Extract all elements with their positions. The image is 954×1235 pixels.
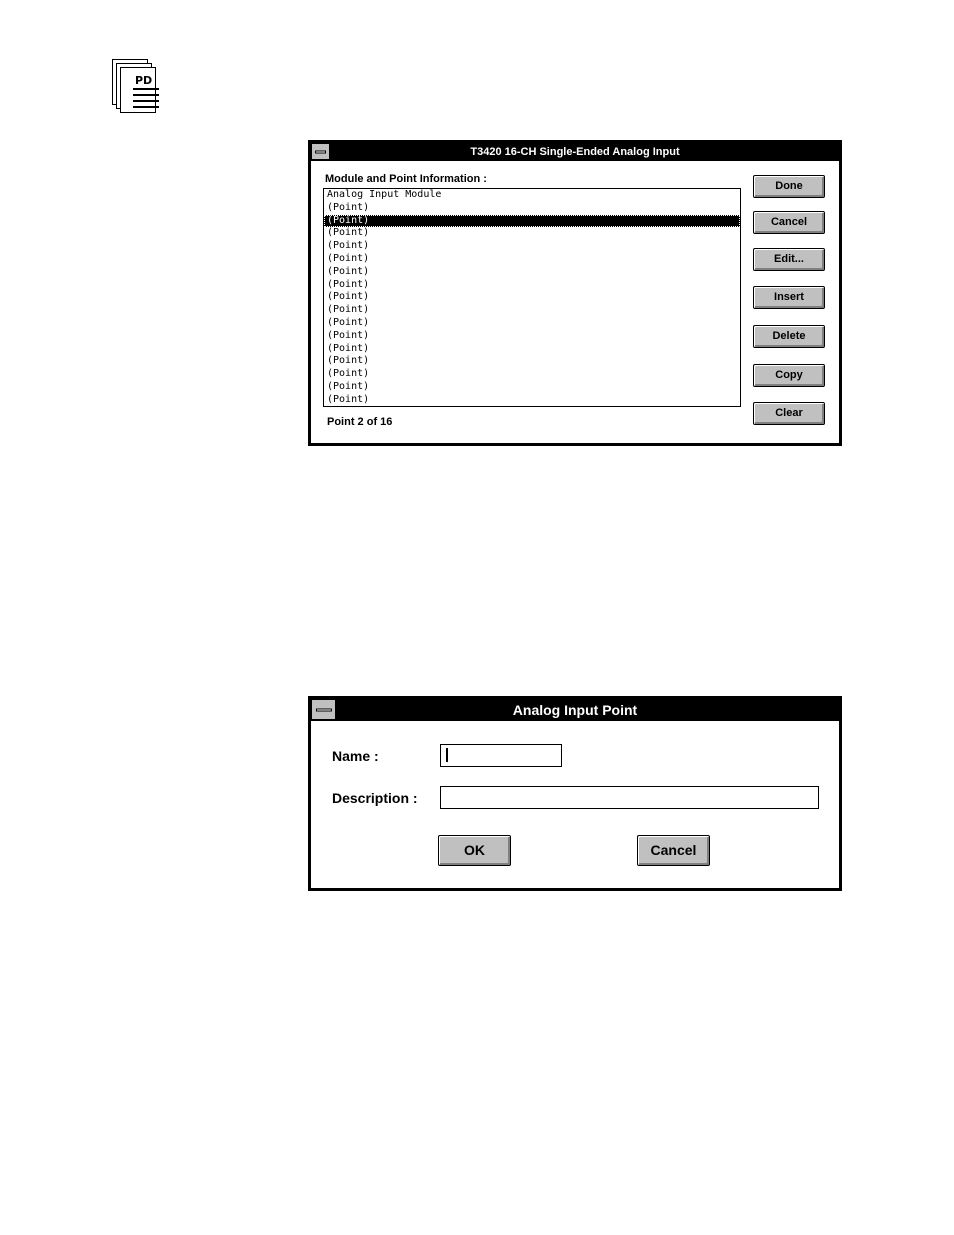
module-point-listbox[interactable] [323, 188, 741, 407]
page-sheet [120, 67, 156, 113]
list-item[interactable]: (Point) [327, 304, 370, 316]
list-item[interactable]: (Point) [327, 265, 370, 277]
system-menu-icon[interactable] [312, 700, 336, 719]
insert-button[interactable]: Insert [753, 286, 825, 309]
text-line [133, 88, 159, 90]
list-item[interactable]: Analog Input Module [327, 189, 442, 200]
list-item[interactable]: (Point) [327, 240, 370, 252]
name-label: Name : [332, 748, 379, 764]
module-dialog-titlebar[interactable] [311, 143, 839, 161]
clear-button[interactable]: Clear [753, 402, 825, 425]
module-dialog [308, 140, 842, 446]
list-item[interactable]: (Point) [327, 393, 370, 405]
list-item[interactable]: (Point) [327, 380, 370, 392]
list-item[interactable]: (Point) [327, 201, 370, 213]
list-item[interactable]: (Point) [327, 355, 370, 367]
text-line [133, 94, 159, 96]
edit-button[interactable]: Edit... [753, 248, 825, 271]
point-cancel-button[interactable]: Cancel [637, 835, 710, 866]
list-item[interactable]: (Point) [327, 342, 370, 354]
pd-document-icon [112, 59, 156, 113]
text-line [133, 100, 159, 102]
description-label: Description : [332, 790, 418, 806]
ok-button[interactable]: OK [438, 835, 511, 866]
name-input[interactable] [440, 744, 562, 767]
list-item[interactable]: (Point) [327, 227, 370, 239]
list-item[interactable]: (Point) [327, 368, 370, 380]
list-item[interactable]: (Point) [327, 316, 370, 328]
analog-input-point-dialog [308, 696, 842, 891]
pd-icon-label: PD [135, 74, 153, 87]
list-label: Module and Point Information : [325, 173, 487, 185]
point-dialog-title: Analog Input Point [512, 702, 638, 718]
list-item[interactable]: (Point) [327, 291, 370, 303]
text-caret [446, 748, 448, 762]
description-input[interactable] [440, 786, 819, 809]
cancel-button[interactable]: Cancel [753, 211, 825, 234]
list-item[interactable]: (Point) [327, 329, 370, 341]
text-line [133, 106, 159, 108]
module-dialog-title: T3420 16-CH Single-Ended Analog Input [470, 146, 680, 158]
done-button[interactable]: Done [753, 175, 825, 198]
point-dialog-titlebar[interactable] [311, 699, 839, 721]
delete-button[interactable]: Delete [753, 325, 825, 348]
list-item[interactable]: (Point) [327, 278, 370, 290]
list-item[interactable]: (Point) [324, 215, 740, 228]
copy-button[interactable]: Copy [753, 364, 825, 387]
system-menu-icon[interactable] [312, 144, 330, 159]
list-item[interactable]: (Point) [327, 252, 370, 264]
point-status: Point 2 of 16 [327, 416, 393, 428]
